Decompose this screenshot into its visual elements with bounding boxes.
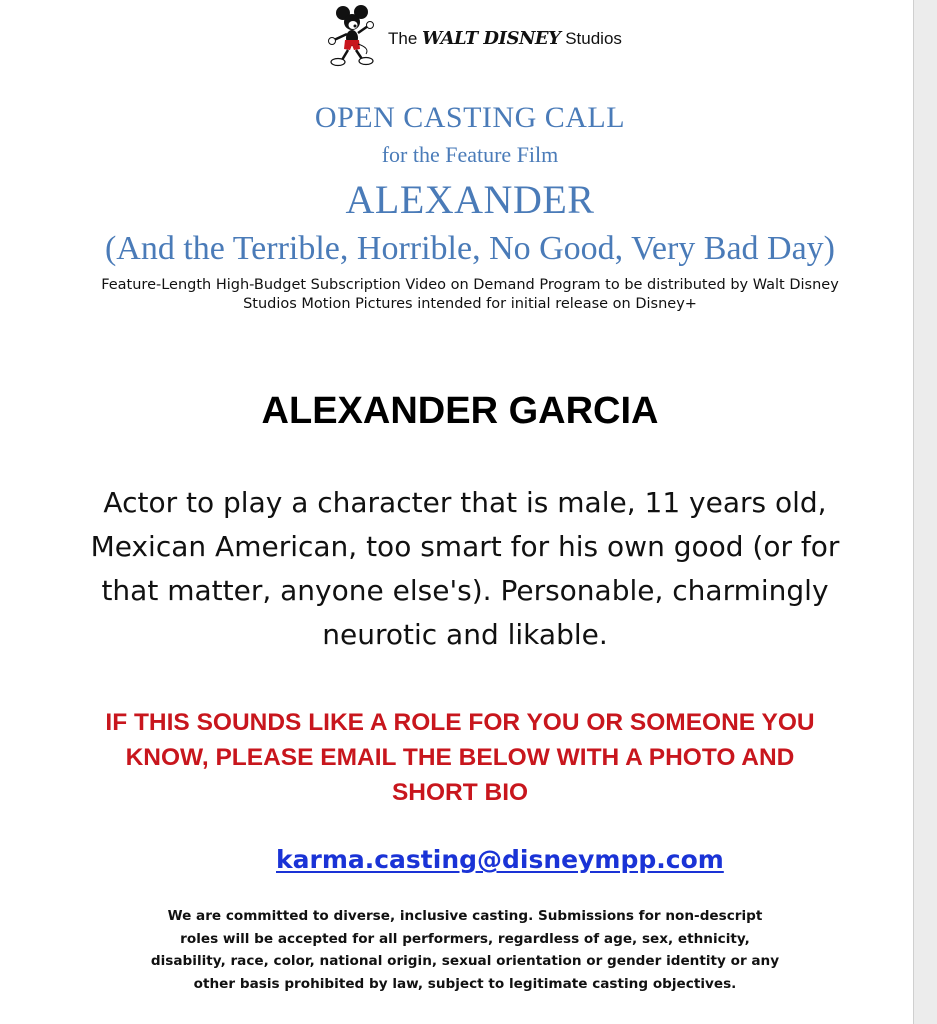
program-line: Studios Motion Pictures intended for initial release on Disney+ <box>243 296 697 312</box>
film-subtitle: (And the Terrible, Horrible, No Good, Very Bad Day) <box>104 230 836 267</box>
cta-line: KNOW, PLEASE EMAIL THE BELOW WITH A PHOTO AND <box>125 744 795 771</box>
disclaimer-line: other basis prohibited by law, subject to legitimate casting objectives. <box>193 975 737 992</box>
disclaimer-line: We are committed to diverse, inclusive casting. Submissions for non-descript <box>167 908 763 924</box>
cta-line: IF THIS SOUNDS LIKE A ROLE FOR YOU OR SOMEONE YOU <box>105 709 815 736</box>
description-line: Mexican American, too smart for his own good (or for <box>90 530 840 563</box>
email-link[interactable]: karma.casting@disneympp.com <box>276 845 724 874</box>
disclaimer-line: disability, race, color, national origin, sexual orientation or gender identity or any <box>150 953 780 969</box>
logo-suffix: Studios <box>565 29 622 48</box>
program-description <box>60 276 880 314</box>
inclusion-disclaimer <box>120 905 810 995</box>
logo-brand: WALT DISNEY <box>422 28 561 49</box>
for-film-subheading: for the Feature Film <box>381 142 559 167</box>
role-description <box>40 481 890 657</box>
mickey-mouse-icon <box>322 4 384 70</box>
character-name: ALEXANDER GARCIA <box>261 390 659 432</box>
program-line: Feature-Length High-Budget Subscription Video on Demand Program to be distributed by Walt Disney <box>101 277 839 293</box>
walt-disney-studios-logo <box>322 4 622 70</box>
cta-line: SHORT BIO <box>391 779 529 806</box>
logo-prefix: The <box>388 29 418 48</box>
film-title: ALEXANDER <box>345 177 595 222</box>
disclaimer-line: roles will be accepted for all performers, regardless of age, sex, ethnicity, <box>180 930 750 947</box>
description-line: neurotic and likable. <box>322 618 608 651</box>
description-line: that matter, anyone else's). Personable, charmingly <box>101 574 829 607</box>
call-to-action <box>40 705 880 810</box>
open-casting-call-heading: OPEN CASTING CALL <box>314 101 626 134</box>
right-scrollbar[interactable] <box>913 0 937 1024</box>
description-line: Actor to play a character that is male, 11 years old, <box>103 486 827 519</box>
logo-wordmark <box>388 28 622 49</box>
